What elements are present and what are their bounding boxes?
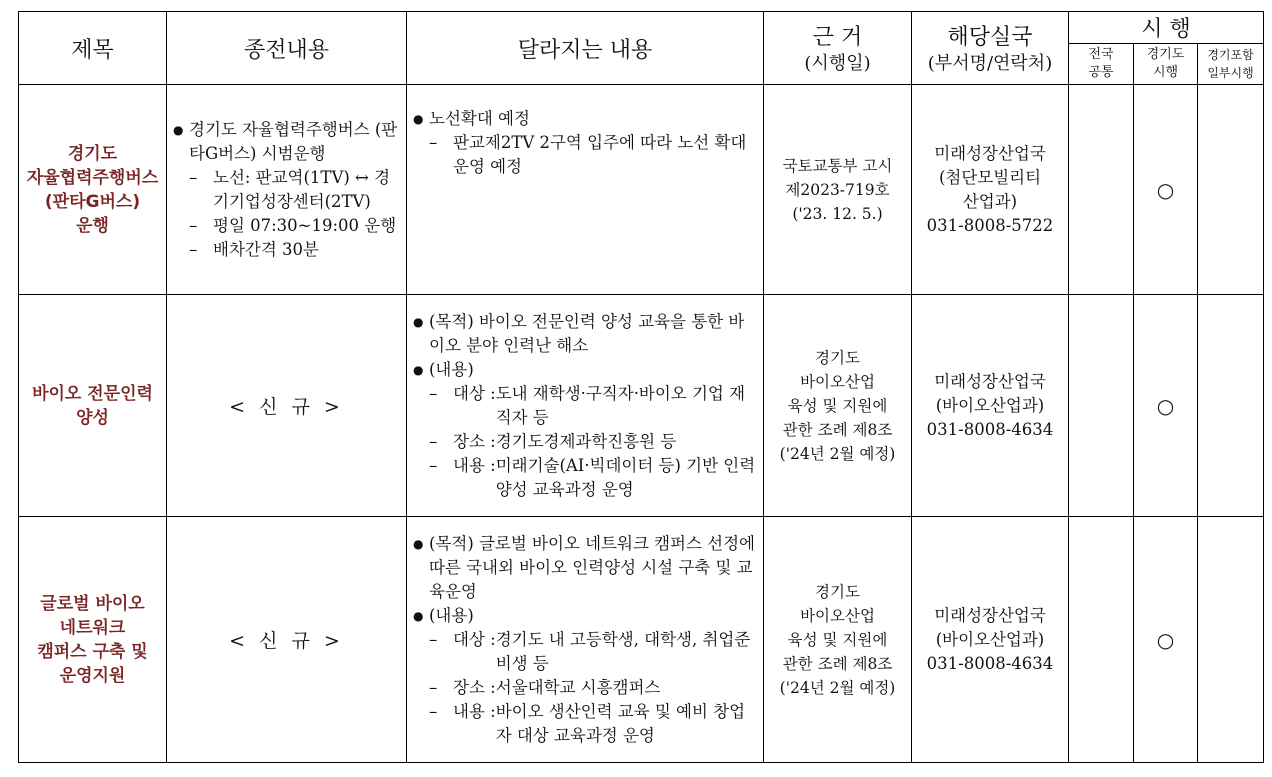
list-item: – 평일 07:30~19:00 운행 xyxy=(189,215,397,235)
enforce-national-cell xyxy=(1069,295,1134,517)
list-item: – 대상 : 도내 재학생·구직자·바이오 기업 재직자 등 xyxy=(429,383,746,427)
header-enforce-gyeonggi: 경기도 시행 xyxy=(1134,44,1198,85)
list-item: ● (목적) 바이오 전문인력 양성 교육을 통한 바이오 분야 인력난 해소 xyxy=(413,310,757,358)
list-item: – 장소 : 서울대학교 시흥캠퍼스 xyxy=(429,677,661,697)
row-title: 바이오 전문인력 양성 xyxy=(19,295,167,517)
header-enforce-partial: 경기포함 일부시행 xyxy=(1198,44,1264,85)
policy-change-table xyxy=(18,11,1264,763)
header-enforce: 시 행 xyxy=(1069,12,1264,44)
header-dept-sub: (부서명/연락처) xyxy=(927,52,1053,74)
enforce-mark: ○ xyxy=(1134,295,1198,517)
list-item: ● 경기도 자율협력주행버스 (판타G버스) 시범운행 xyxy=(173,118,400,166)
enforce-partial-cell xyxy=(1198,85,1264,295)
header-basis-sub: (시행일) xyxy=(804,52,871,74)
row-dept: 미래성장산업국 (바이오산업과) 031-8008-4634 xyxy=(912,295,1069,517)
list-item: – 대상 : 경기도 내 고등학생, 대학생, 취업준비생 등 xyxy=(429,629,751,673)
row-title: 글로벌 바이오 네트워크 캠퍼스 구축 및 운영지원 xyxy=(19,517,167,763)
header-dept-label: 해당실국 xyxy=(947,24,1033,50)
list-item: – 장소 : 경기도경제과학진흥원 등 xyxy=(429,431,677,451)
list-item: – 배차간격 30분 xyxy=(189,239,319,259)
row-changed xyxy=(407,295,764,517)
row-prior xyxy=(167,85,407,295)
row-dept: 미래성장산업국 (첨단모빌리티 산업과) 031-8008-5722 xyxy=(912,85,1069,295)
list-item: ● 노선확대 예정 xyxy=(413,107,757,131)
row-basis: 경기도 바이오산업 육성 및 지원에 관한 조례 제8조 ('24년 2월 예정) xyxy=(764,295,912,517)
row-basis: 경기도 바이오산업 육성 및 지원에 관한 조례 제8조 ('24년 2월 예정) xyxy=(764,517,912,763)
row-changed xyxy=(407,517,764,763)
enforce-partial-cell xyxy=(1198,517,1264,763)
header-dept xyxy=(912,12,1069,85)
enforce-national-cell xyxy=(1069,85,1134,295)
header-title: 제목 xyxy=(19,12,167,85)
list-item: ● (내용) xyxy=(413,358,757,382)
table-row xyxy=(19,517,1264,763)
list-item: ● (목적) 글로벌 바이오 네트워크 캠퍼스 선정에 따른 국내외 바이오 인력양성 시설 구축 및 교육운영 xyxy=(413,532,757,604)
list-item: – 내용 : 바이오 생산인력 교육 및 예비 창업자 대상 교육과정 운영 xyxy=(429,701,746,745)
header-prior: 종전내용 xyxy=(167,12,407,85)
enforce-mark: ○ xyxy=(1134,85,1198,295)
list-item: ● (내용) xyxy=(413,604,757,628)
header-enforce-national: 전국 공통 xyxy=(1069,44,1134,85)
table-row xyxy=(19,85,1264,295)
row-basis: 국토교통부 고시 제2023-719호 ('23. 12. 5.) xyxy=(764,85,912,295)
header-basis-label: 근 거 xyxy=(812,24,863,50)
list-item: – 노선: 판교역(1TV) ↔ 경기기업성장센터(2TV) xyxy=(189,167,391,211)
list-item: – 판교제2TV 2구역 입주에 따라 노선 확대 운영 예정 xyxy=(429,133,747,176)
row-dept: 미래성장산업국 (바이오산업과) 031-8008-4634 xyxy=(912,517,1069,763)
row-prior-new: < 신 규 > xyxy=(167,295,407,517)
list-item: – 내용 : 미래기술(AI·빅데이터 등) 기반 인력양성 교육과정 운영 xyxy=(429,455,756,499)
enforce-national-cell xyxy=(1069,517,1134,763)
enforce-mark: ○ xyxy=(1134,517,1198,763)
header-basis xyxy=(764,12,912,85)
header-changed: 달라지는 내용 xyxy=(407,12,764,85)
row-changed xyxy=(407,85,764,295)
table-row xyxy=(19,295,1264,517)
row-title: 경기도 자율협력주행버스 (판타G버스) 운행 xyxy=(19,85,167,295)
enforce-partial-cell xyxy=(1198,295,1264,517)
row-prior-new: < 신 규 > xyxy=(167,517,407,763)
